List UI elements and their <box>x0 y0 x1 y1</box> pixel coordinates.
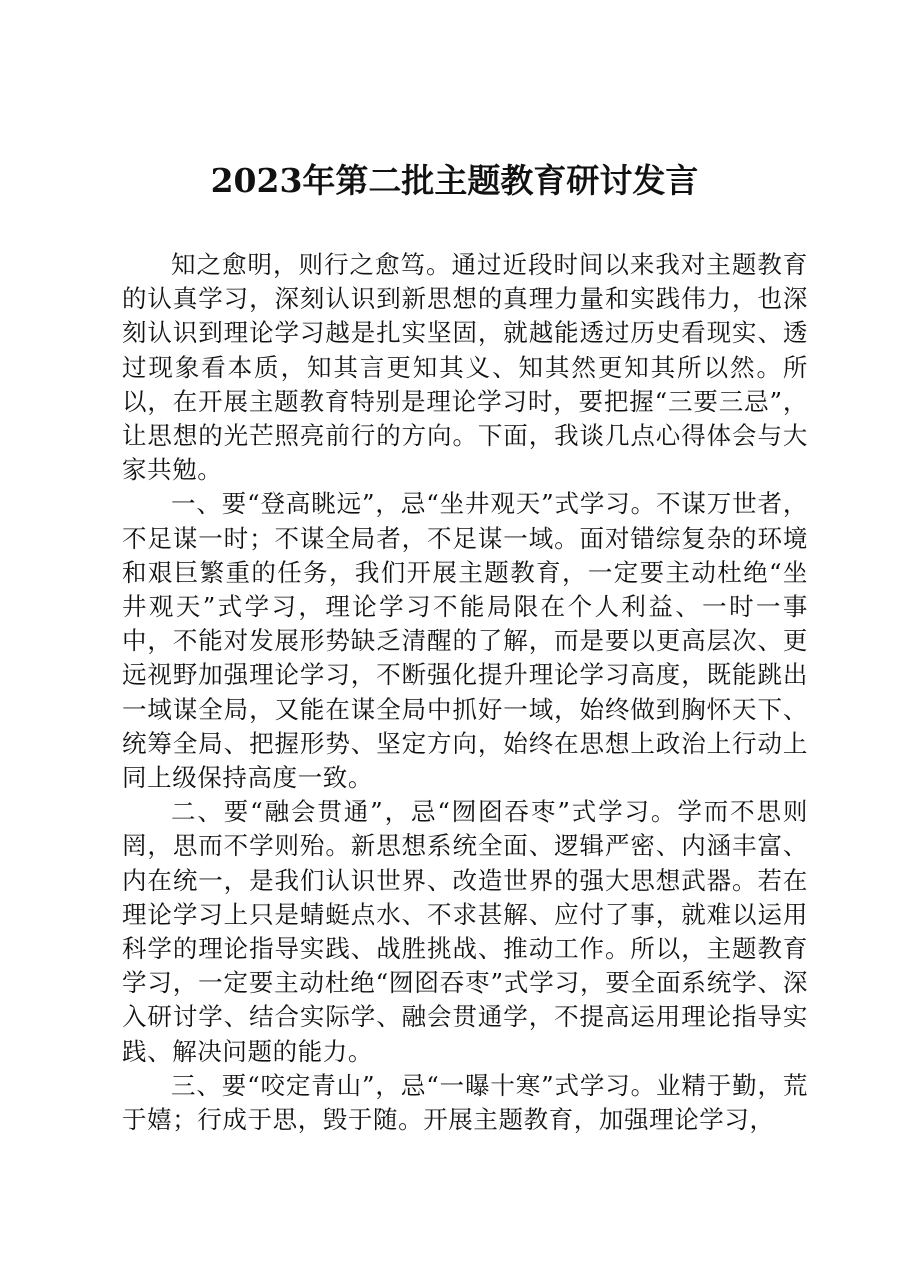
paragraph-point-two: 二、要“融会贯通”，忌“囫囵吞枣”式学习。学而不思则罔，思而不学则殆。新思想系统全面、逻辑严密、内涵丰富、内在统一，是我们认识世界、改造世界的强大思想武器。若在理论学习上只是蜻蜓点水、不求甚解、应付了事，就难以运用科学的理论指导实践、战胜挑战、推动工作。所以，主题教育学习，一定要主动杜绝“囫囵吞枣”式学习，要全面系统学、深入研讨学、结合实际学、融会贯通学，不提高运用理论指导实践、解决问题的能力。 <box>122 797 808 1066</box>
paragraph-point-three: 三、要“咬定青山”，忌“一曝十寒”式学习。业精于勤，荒于嬉；行成于思，毁于随。开展主题教育，加强理论学习， <box>122 1070 808 1135</box>
paragraph-intro: 知之愈明，则行之愈笃。通过近段时间以来我对主题教育的认真学习，深刻认识到新思想的真理力量和实践伟力，也深刻认识到理论学习越是扎实坚固，就越能透过历史看现实、透过现象看本质，知其言更知其义、知其然更知其所以然。所以，在开展主题教育特别是理论学习时，要把握“三要三忌”，让思想的光芒照亮前行的方向。下面，我谈几点心得体会与大家共勉。 <box>122 250 808 485</box>
document-title: 2023年第二批主题教育研讨发言 <box>210 161 699 200</box>
document-body <box>122 248 808 1137</box>
paragraph-point-one: 一、要“登高眺远”，忌“坐井观天”式学习。不谋万世者，不足谋一时；不谋全局者，不足谋一域。面对错综复杂的环境和艰巨繁重的任务，我们开展主题教育，一定要主动杜绝“坐井观天”式学习，理论学习不能局限在个人利益、一时一事中，不能对发展形势缺乏清醒的了解，而是要以更高层次、更远视野加强理论学习，不断强化提升理论学习高度，既能跳出一域谋全局，又能在谋全局中抓好一域，始终做到胸怀天下、统筹全局、把握形势、坚定方向，始终在思想上政治上行动上同上级保持高度一致。 <box>122 489 808 793</box>
